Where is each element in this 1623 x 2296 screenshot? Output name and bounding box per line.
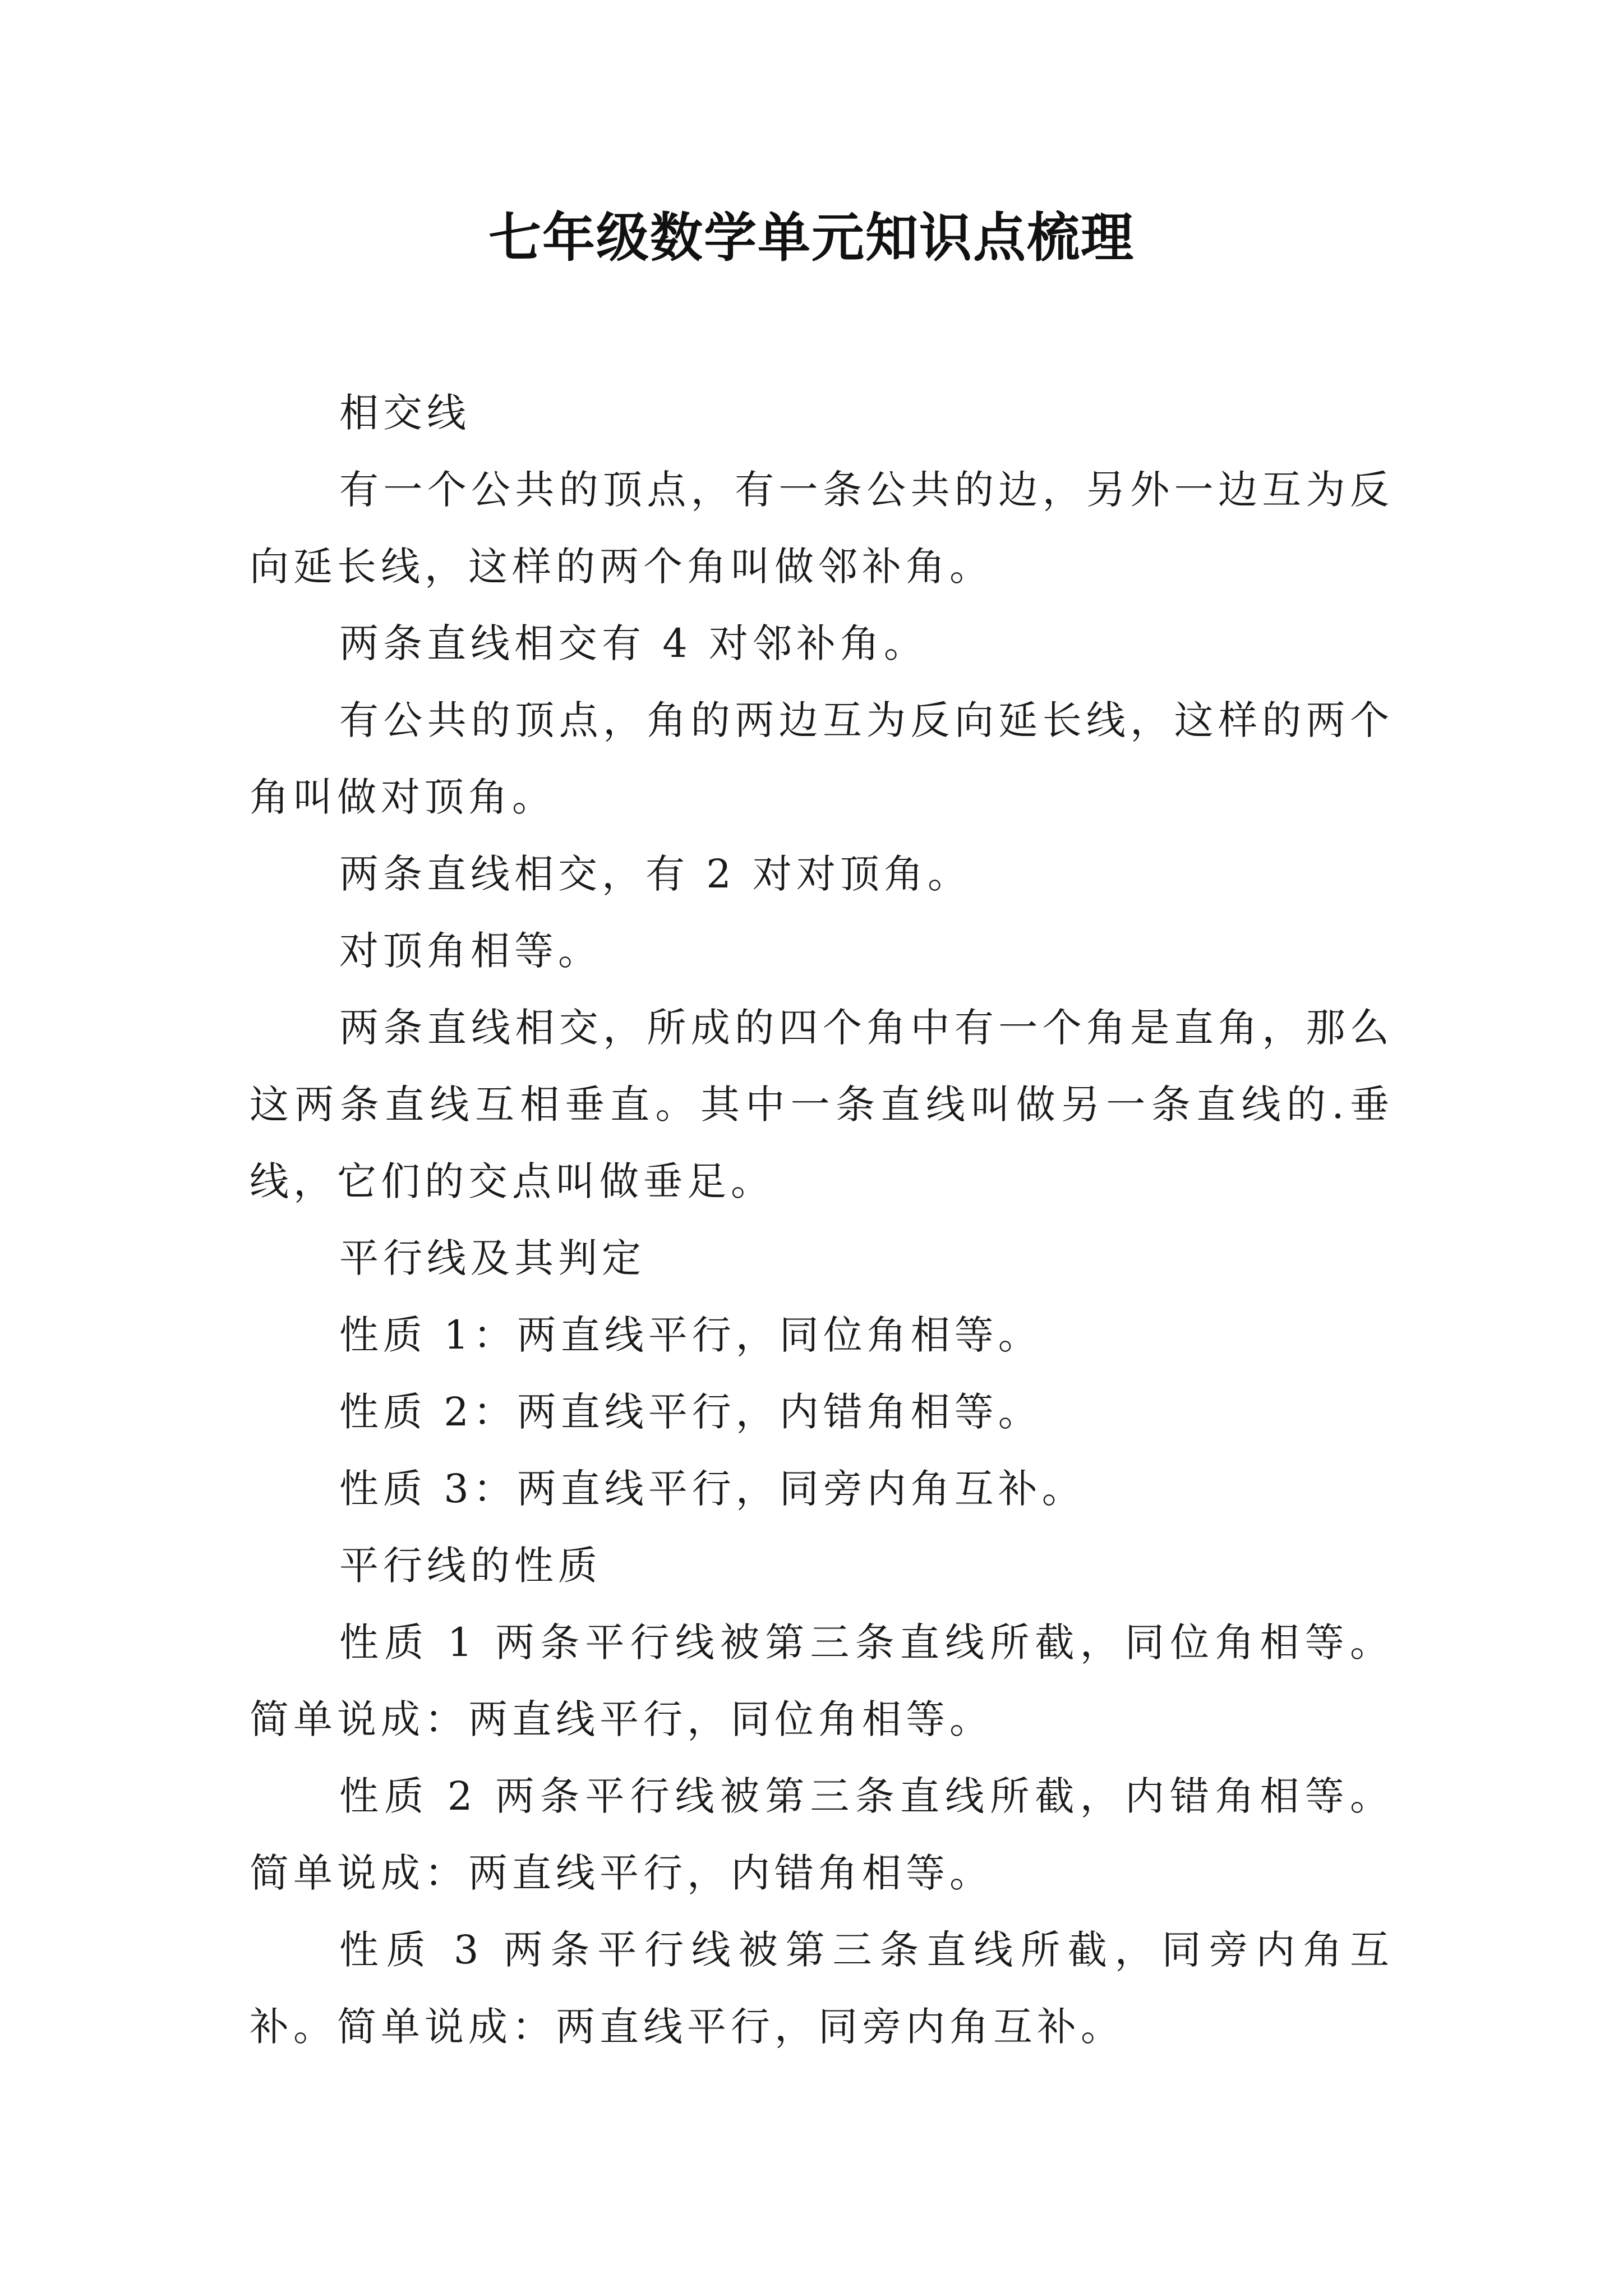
paragraph: 两条直线相交，有 2 对对顶角。 bbox=[339, 851, 972, 897]
paragraph: 性质 1 两条平行线被第三条直线所截，同位角相等。简单说成：两直线平行，同位角相等。 bbox=[250, 1619, 1394, 1742]
paragraph-heading-parallel-lines-judgement: 平行线及其判定 bbox=[339, 1235, 645, 1281]
document-body bbox=[250, 375, 1394, 2065]
paragraph: 性质 3 两条平行线被第三条直线所截，同旁内角互补。简单说成：两直线平行，同旁内角互补。 bbox=[250, 1927, 1394, 2050]
paragraph: 性质 2 两条平行线被第三条直线所截，内错角相等。简单说成：两直线平行，内错角相等。 bbox=[250, 1773, 1394, 1896]
paragraph: 两条直线相交有 4 对邻补角。 bbox=[339, 620, 928, 666]
paragraph: 性质 1：两直线平行，同位角相等。 bbox=[339, 1312, 1042, 1358]
paragraph: 对顶角相等。 bbox=[339, 928, 602, 974]
page-title: 七年级数学单元知识点梳理 bbox=[488, 208, 1135, 269]
paragraph-heading-parallel-lines-properties: 平行线的性质 bbox=[339, 1543, 602, 1589]
paragraph: 性质 2：两直线平行，内错角相等。 bbox=[339, 1389, 1042, 1435]
paragraph: 有一个公共的顶点，有一条公共的边，另外一边互为反向延长线，这样的两个角叫做邻补角。 bbox=[250, 467, 1394, 590]
paragraph: 两条直线相交，所成的四个角中有一个角是直角，那么这两条直线互相垂直。其中一条直线叫做另一条直线的.垂线，它们的交点叫做垂足。 bbox=[250, 1005, 1394, 1204]
paragraph: 有公共的顶点，角的两边互为反向延长线，这样的两个角叫做对顶角。 bbox=[250, 697, 1394, 820]
paragraph: 性质 3：两直线平行，同旁内角互补。 bbox=[339, 1466, 1086, 1512]
paragraph-heading-intersecting-lines: 相交线 bbox=[339, 390, 471, 436]
